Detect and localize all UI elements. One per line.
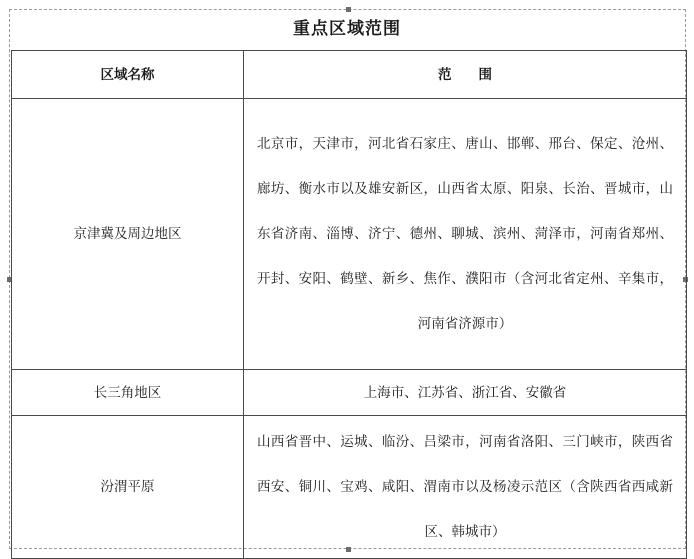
region-range-text: 上海市、江苏省、浙江省、安徽省 xyxy=(363,384,567,401)
region-range-cell xyxy=(244,416,687,559)
region-name-cell: 京津冀及周边地区 xyxy=(12,99,244,370)
header-region-name: 区域名称 xyxy=(12,51,244,99)
region-range-cell xyxy=(244,99,687,370)
region-range-text: 北京市，天津市，河北省石家庄、唐山、邯郸、邢台、保定、沧州、廊坊、衡水市以及雄安新区，山西省太原、阳泉、长治、晋城市，山东省济南、淄博、济宁、德州、聊城、滨州、菏泽市，河南省郑州、开封、安阳、鹤壁、新乡、焦作、濮阳市（含河北省定州、辛集市，河南省济源市） xyxy=(257,135,673,332)
table-row xyxy=(12,99,687,370)
page-title: 重点区域范围 xyxy=(293,19,401,39)
resize-handle-top[interactable] xyxy=(346,7,351,12)
region-name-cell: 汾渭平原 xyxy=(12,416,244,559)
table-header-row xyxy=(12,51,687,99)
table-row xyxy=(12,370,687,416)
region-scope-table xyxy=(11,50,687,559)
region-range-cell xyxy=(244,370,687,416)
region-name-cell: 长三角地区 xyxy=(12,370,244,416)
table-row xyxy=(12,416,687,559)
region-range-text: 山西省晋中、运城、临汾、吕梁市，河南省洛阳、三门峡市，陕西省西安、铜川、宝鸡、咸阳、渭南市以及杨凌示范区（含陕西省西咸新区、韩城市） xyxy=(257,433,673,540)
header-range: 范 围 xyxy=(244,51,687,99)
